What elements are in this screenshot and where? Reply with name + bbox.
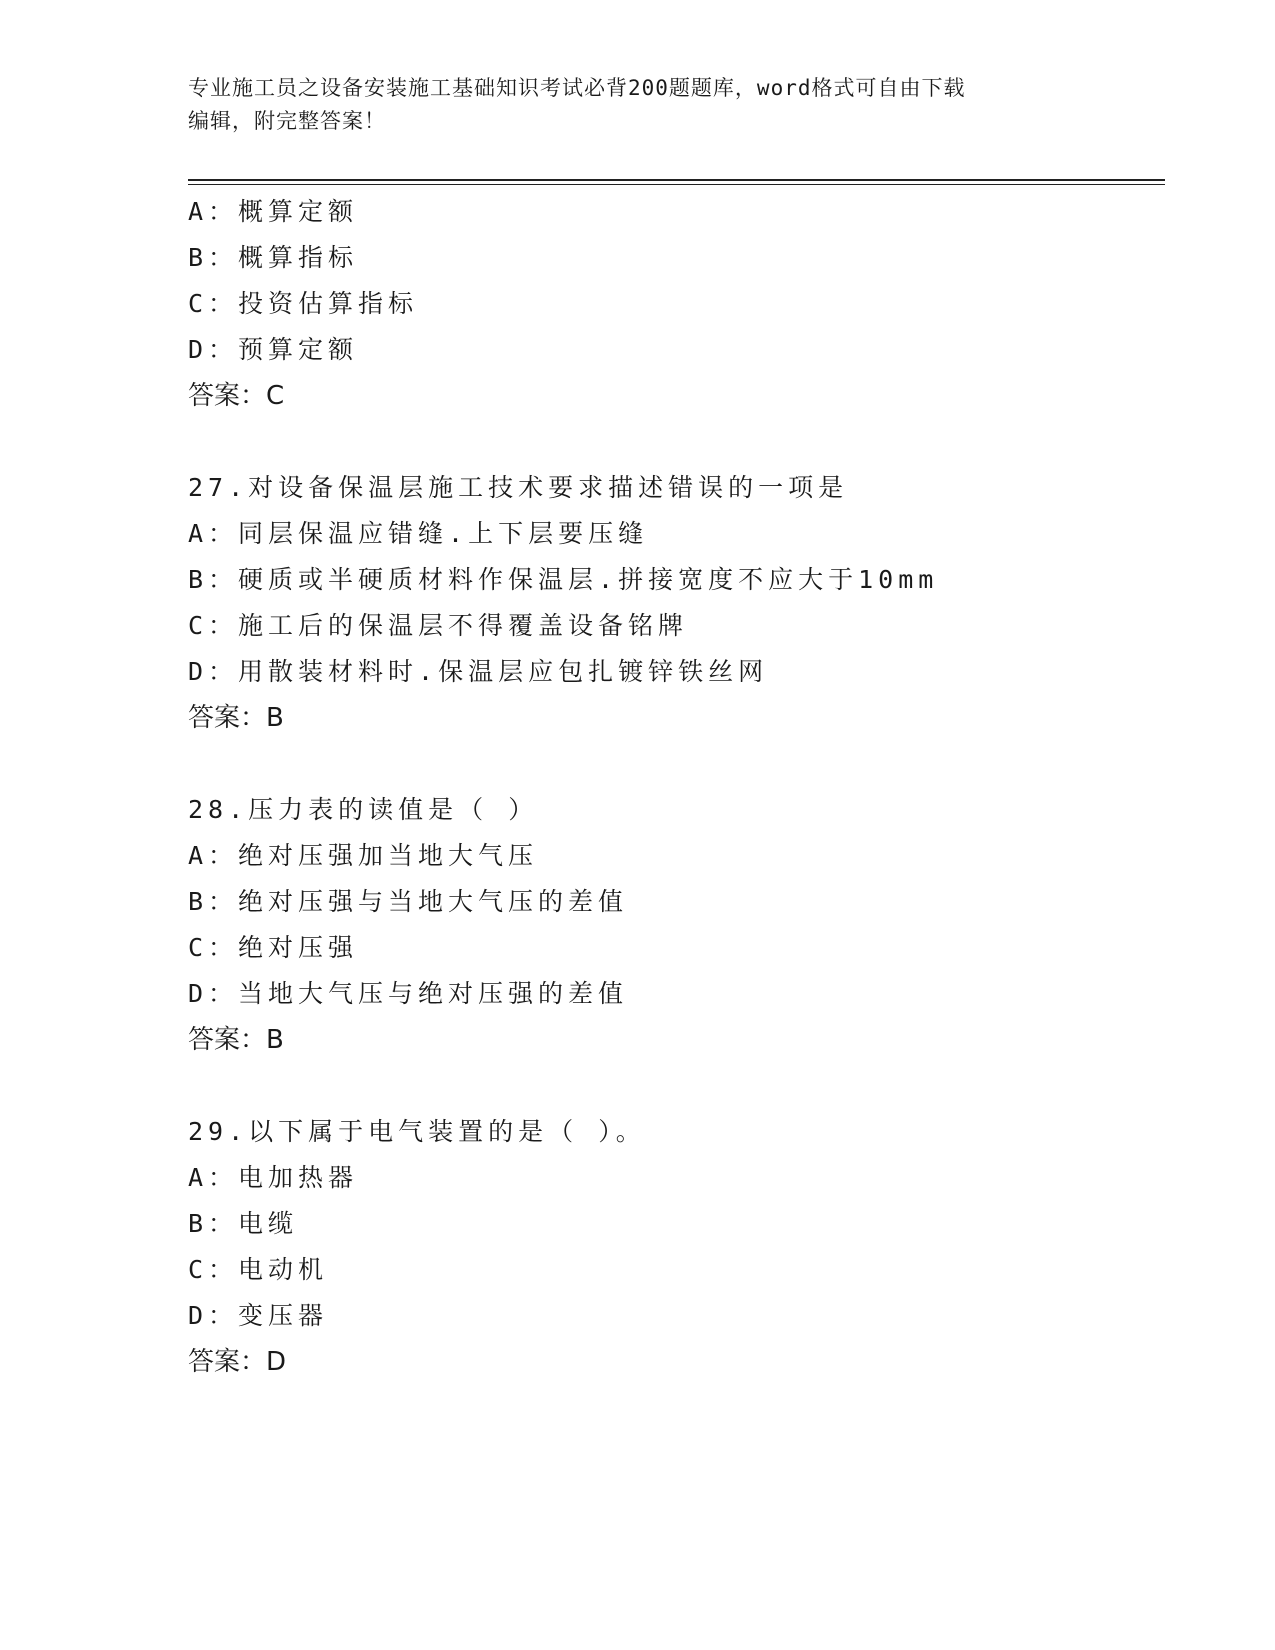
option-c: C：绝对压强 [188, 933, 359, 962]
block-spacer [188, 741, 1168, 787]
option-b: B：硬质或半硬质材料作保温层.拼接宽度不应大于10mm [188, 565, 939, 594]
answer-line: 答案：B [188, 703, 284, 733]
option-d: D：当地大气压与绝对压强的差值 [188, 979, 629, 1008]
header-divider-thick [188, 179, 1165, 181]
option-b: B：电缆 [188, 1209, 299, 1238]
question-text: 28.压力表的读值是（ ） [188, 795, 539, 824]
document-header [188, 72, 1088, 138]
question-block-28 [188, 787, 1168, 1063]
question-text: 29.以下属于电气装置的是（ ）。 [188, 1117, 646, 1146]
option-a: A：同层保温应错缝.上下层要压缝 [188, 519, 649, 548]
question-list [188, 189, 1168, 1385]
header-divider-thin [188, 184, 1165, 185]
option-b: B：概算指标 [188, 243, 359, 272]
option-c: C：施工后的保温层不得覆盖设备铭牌 [188, 611, 689, 640]
header-title-line-1: 专业施工员之设备安装施工基础知识考试必背200题题库，word格式可自由下载 [188, 76, 966, 100]
block-spacer [188, 1063, 1168, 1109]
option-a: A：概算定额 [188, 197, 359, 226]
option-d: D：预算定额 [188, 335, 359, 364]
answer-line: 答案：B [188, 1025, 284, 1055]
block-spacer [188, 419, 1168, 465]
option-b: B：绝对压强与当地大气压的差值 [188, 887, 629, 916]
answer-line: 答案：D [188, 1347, 287, 1377]
header-title-line-2: 编辑，附完整答案！ [188, 109, 386, 133]
question-block-29 [188, 1109, 1168, 1385]
option-c: C：电动机 [188, 1255, 329, 1284]
question-block-27 [188, 465, 1168, 741]
option-d: D：用散装材料时.保温层应包扎镀锌铁丝网 [188, 657, 769, 686]
question-text: 27.对设备保温层施工技术要求描述错误的一项是 [188, 473, 849, 502]
option-a: A：电加热器 [188, 1163, 359, 1192]
option-d: D：变压器 [188, 1301, 329, 1330]
answer-line: 答案：C [188, 381, 285, 411]
option-a: A：绝对压强加当地大气压 [188, 841, 539, 870]
option-c: C：投资估算指标 [188, 289, 419, 318]
question-block-26 [188, 189, 1168, 419]
